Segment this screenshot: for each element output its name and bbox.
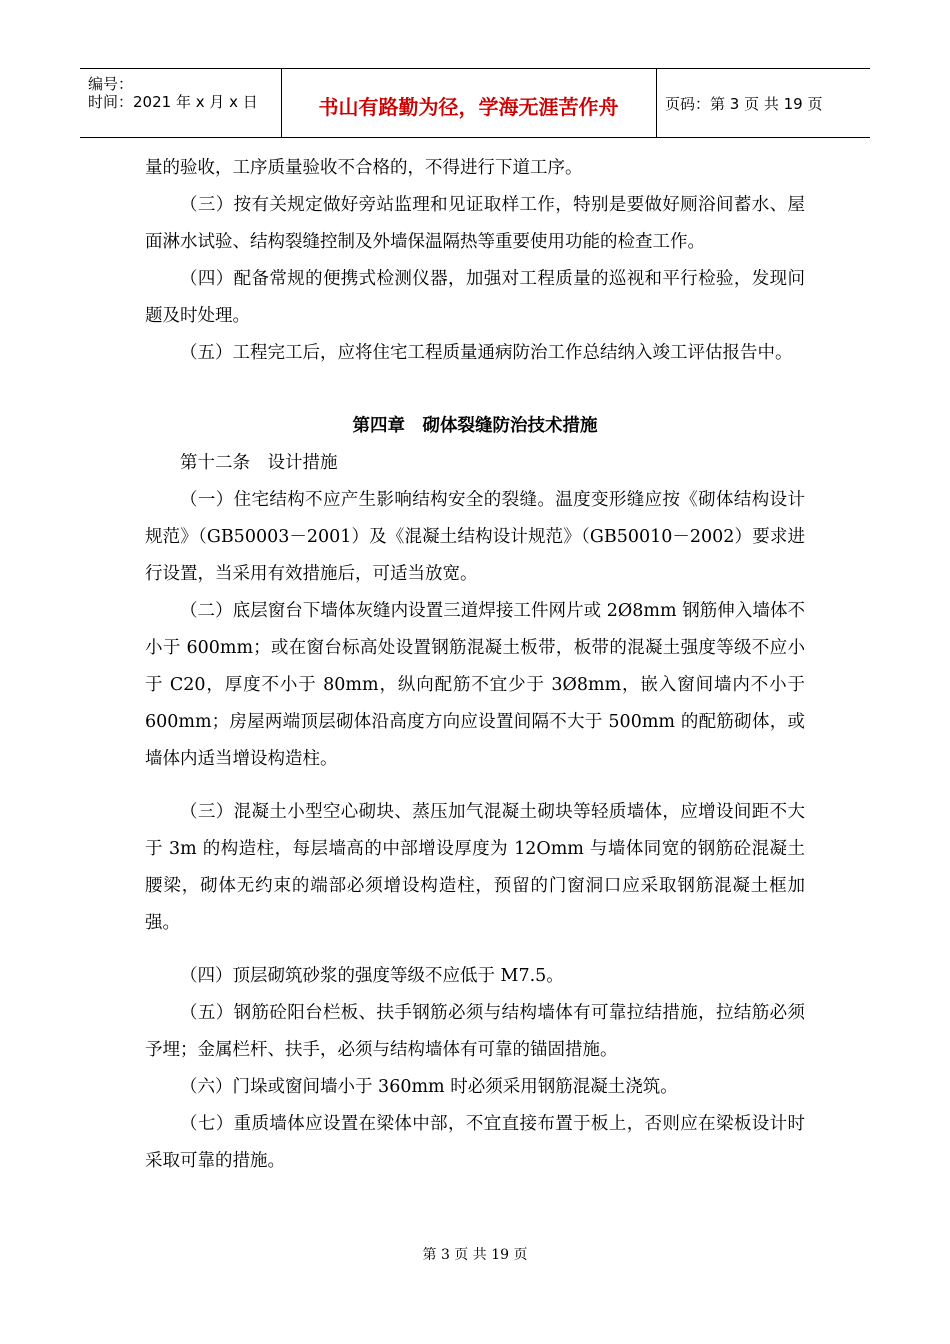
paragraph: （六）门垛或窗间墙小于 360mm 时必须采用钢筋混凝土浇筑。 (180, 1077, 678, 1097)
page-footer: 第 3 页 共 19 页 (422, 1247, 528, 1263)
paragraph: （四）顶层砌筑砂浆的强度等级不应低于 M7.5。 (180, 966, 564, 986)
spacer (145, 372, 805, 408)
paragraph: （五）工程完工后，应将住宅工程质量通病防治工作总结纳入竣工评估报告中。 (180, 343, 793, 363)
paragraph: 量的验收，工序质量验收不合格的，不得进行下道工序。 (145, 158, 583, 178)
header-page-label: 页码：第 3 页 共 19 页 (665, 95, 823, 113)
document-date: 时间：2021 年 x 月 x 日 (88, 93, 258, 111)
paragraph: （三）混凝土小型空心砌块、蒸压加气混凝土砌块等轻质墙体，应增设间距不大于 3m 的构造柱，每层墙高的中部增设厚度为 12Omm 与墙体同宽的钢筋砼混凝土腰梁，砌体无约束的端部必须增设构造柱，预留的门窗洞口应采取钢筋混凝土框加强。 (145, 802, 805, 933)
paragraph: （一）住宅结构不应产生影响结构安全的裂缝。温度变形缝应按《砌体结构设计规范》（GB50003－2001）及《混凝土结构设计规范》（GB50010－2002）要求进行设置，当采用有效措施后，可适当放宽。 (145, 490, 805, 584)
spacer (145, 778, 805, 794)
header-motto-cell (281, 69, 657, 137)
spacer (145, 942, 805, 958)
document-body (145, 150, 805, 1180)
document-number-label: 编号： (88, 75, 134, 93)
article-title: 第十二条 设计措施 (180, 453, 338, 473)
header-page-cell (657, 69, 870, 137)
header-meta-cell (80, 69, 282, 137)
paragraph: （四）配备常规的便携式检测仪器，加强对工程质量的巡视和平行检验，发现问题及时处理。 (145, 269, 805, 326)
document-header (80, 68, 870, 138)
paragraph: （七）重质墙体应设置在梁体中部，不宜直接布置于板上，否则应在梁板设计时采取可靠的措施。 (145, 1114, 805, 1171)
chapter-title: 第四章 砌体裂缝防治技术措施 (352, 416, 598, 436)
motto-text: 书山有路勤为径，学海无涯苦作舟 (318, 95, 619, 119)
paragraph: （三）按有关规定做好旁站监理和见证取样工作，特别是要做好厕浴间蓄水、屋面淋水试验、结构裂缝控制及外墙保温隔热等重要使用功能的检查工作。 (145, 195, 805, 252)
paragraph: （五）钢筋砼阳台栏板、扶手钢筋必须与结构墙体有可靠拉结措施，拉结筋必须予埋；金属栏杆、扶手，必须与结构墙体有可靠的锚固措施。 (145, 1003, 805, 1060)
paragraph: （二）底层窗台下墙体灰缝内设置三道焊接工件网片或 2Ø8mm 钢筋伸入墙体不小于 600mm；或在窗台标高处设置钢筋混凝土板带，板带的混凝土强度等级不应小于 C20，厚度不小于 80mm，纵向配筋不宜少于 3Ø8mm，嵌入窗间墙内不小于 600mm；房屋两端顶层砌体沿高度方向应设置间隔不大于 500mm 的配筋砌体，或墙体内适当增设构造柱。 (145, 601, 805, 769)
